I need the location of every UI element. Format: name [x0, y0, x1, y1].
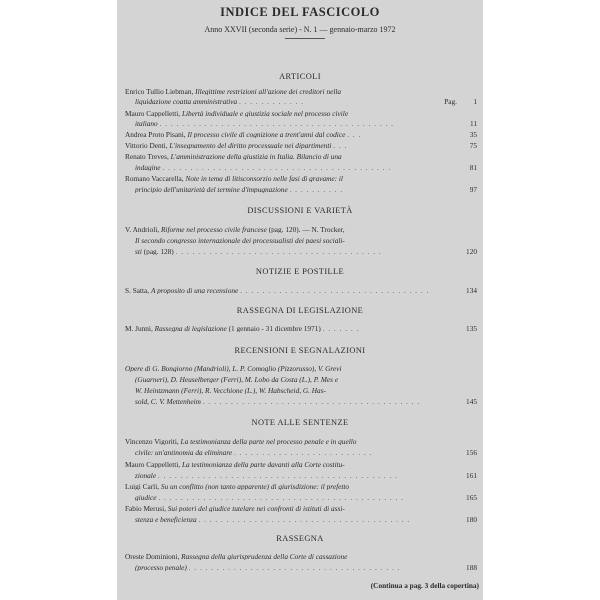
section-rassegna-legislazione: RASSEGNA DI LEGISLAZIONE [236, 306, 364, 315]
entry-line: zionale . . . . . . . . . . . . . . . . . . . . . . . . . . . . . . . . . . . . . . . . . . . [135, 472, 398, 480]
entry-line: (Guarneri), D. Heuselberger (Ferri), M. Lobo da Costa (L.), P. Mes e [135, 376, 339, 384]
page-number: 145 [466, 397, 477, 406]
section-discussioni: DISCUSSIONI E VARIETÀ [247, 206, 353, 215]
page-number: 134 [466, 286, 477, 295]
page-number: 180 [466, 515, 477, 524]
continued-note: (Continua a pag. 3 della copertina) [370, 581, 479, 590]
entry-line: Opere di G. Bongiorno (Mandrioli), L. P. Comoglio (Pizzorusso), V. Grevi [125, 365, 342, 373]
entry-line: sti (pag. 128) . . . . . . . . . . . . . . . . . . . . . . . . . . . . . . . . . . . . . [135, 248, 382, 256]
entry-line: S. Satta, A proposito di una recensione . . . . . . . . . . . . . . . . . . . . . . . . . . . . . . . . . . [125, 287, 430, 295]
page-word: Pag. [444, 97, 457, 106]
page-number: 120 [466, 247, 477, 256]
issue-subtitle: Anno XXVII (seconda serie) - N. 1 — gennaio-marzo 1972 [204, 25, 396, 34]
page-number: 75 [469, 141, 477, 150]
section-rassegna: RASSEGNA [276, 534, 324, 543]
entry-line: indagine . . . . . . . . . . . . . . . . . . . . . . . . . . . . . . . . . . . . . . . . . [135, 164, 392, 172]
entry-line: stenza e beneficienza . . . . . . . . . . . . . . . . . . . . . . . . . . . . . . . . . . . . . . [135, 516, 411, 524]
page-number: 188 [466, 563, 477, 572]
entry-line: Mauro Cappelletti, La testimonianza della parte davanti alla Corte costitu- [125, 461, 345, 469]
entry-line: V. Andrioli, Riforme nel processo civile francese (pag. 120). — N. Trocker, [125, 226, 345, 234]
page-number: 156 [466, 448, 477, 457]
entry-line: Vittorio Denti, L'insegnamento del diritto processuale nei dipartimenti . . . [125, 142, 348, 150]
page-number: 11 [469, 119, 477, 128]
entry-line: giudice . . . . . . . . . . . . . . . . . . . . . . . . . . . . . . . . . . . . . . . . . . . . [135, 494, 405, 502]
page-number: 35 [469, 130, 477, 139]
entry-line: Oreste Dominioni, Rassegna della giurisprudenza della Corte di cassazione [125, 553, 348, 561]
section-articoli: ARTICOLI [279, 72, 321, 81]
entry-line: M. Junni, Rassegna di legislazione (1 gennaio - 31 dicembre 1971) . . . . . . . [125, 325, 360, 333]
page-number: 1 [473, 97, 477, 106]
page-number: 97 [469, 185, 477, 194]
section-recensioni: RECENSIONI E SEGNALAZIONI [234, 346, 366, 355]
entry-line: Andrea Proto Pisani, Il processo civile di cognizione a trent'anni dal codice . . . [125, 131, 362, 139]
entry-line: Mauro Cappelletti, Libertà individuale e giustizia sociale nel processo civile [125, 110, 349, 118]
entry-line: Fabio Merusi, Sui poteri del giudice tutelare nei confronti di istituti di assi- [125, 505, 345, 513]
page-title: INDICE DEL FASCICOLO [220, 5, 380, 19]
page-number: 161 [466, 471, 477, 480]
entry-line: Vincenzo Vigoriti, La testimonianza della parte nel processo penale e in quello [125, 438, 357, 446]
entry-line: liquidazione coatta amministrativa . . . . . . . . . . . . [135, 98, 304, 106]
entry-line: Il secondo congresso internazionale dei processualisti dei paesi sociali- [135, 237, 345, 245]
entry-line: W. Heintzmann (Ferri), R. Vecchione (L.), W. Habscheid, G. Has- [135, 387, 326, 395]
entry-line: italiano . . . . . . . . . . . . . . . . . . . . . . . . . . . . . . . . . . . . . . . . . . [135, 120, 394, 128]
entry-line: (processo penale) . . . . . . . . . . . . . . . . . . . . . . . . . . . . . . . . . . . . . . [135, 564, 401, 572]
title-rule [285, 38, 325, 39]
entry-line: principio dell'unitarietà del termine d'impugnazione . . . . . . . . . . [135, 186, 344, 194]
page-number: 81 [469, 163, 477, 172]
entry-line: Renato Treves, L'amministrazione della giustizia in Italia. Bilancio di una [125, 153, 342, 161]
section-note: NOTE ALLE SENTENZE [251, 418, 349, 427]
entry-line: Luigi Carli, Su un conflitto (non tanto apparente) di giurisdizione: il prefetto [125, 483, 350, 491]
index-page [117, 0, 483, 600]
entry-line: civile: un'antinomia da eliminare . . . . . . . . . . . . . . . . . . . . . . . . . [135, 449, 373, 457]
page-number: 135 [466, 324, 477, 333]
page-number: 165 [466, 493, 477, 502]
entry-line: Romano Vaccarella, Note in tema di litisconsorzio nelle fasi di gravame: il [125, 175, 343, 183]
entry-line: sold, C. V. Mettenheim . . . . . . . . . . . . . . . . . . . . . . . . . . . . . . . . . . . . . . . [135, 398, 421, 406]
section-notizie: NOTIZIE E POSTILLE [255, 267, 345, 276]
entry-line: Enrico Tullio Liebman, Illegittime restrizioni all'azione dei creditori nella [125, 88, 342, 96]
